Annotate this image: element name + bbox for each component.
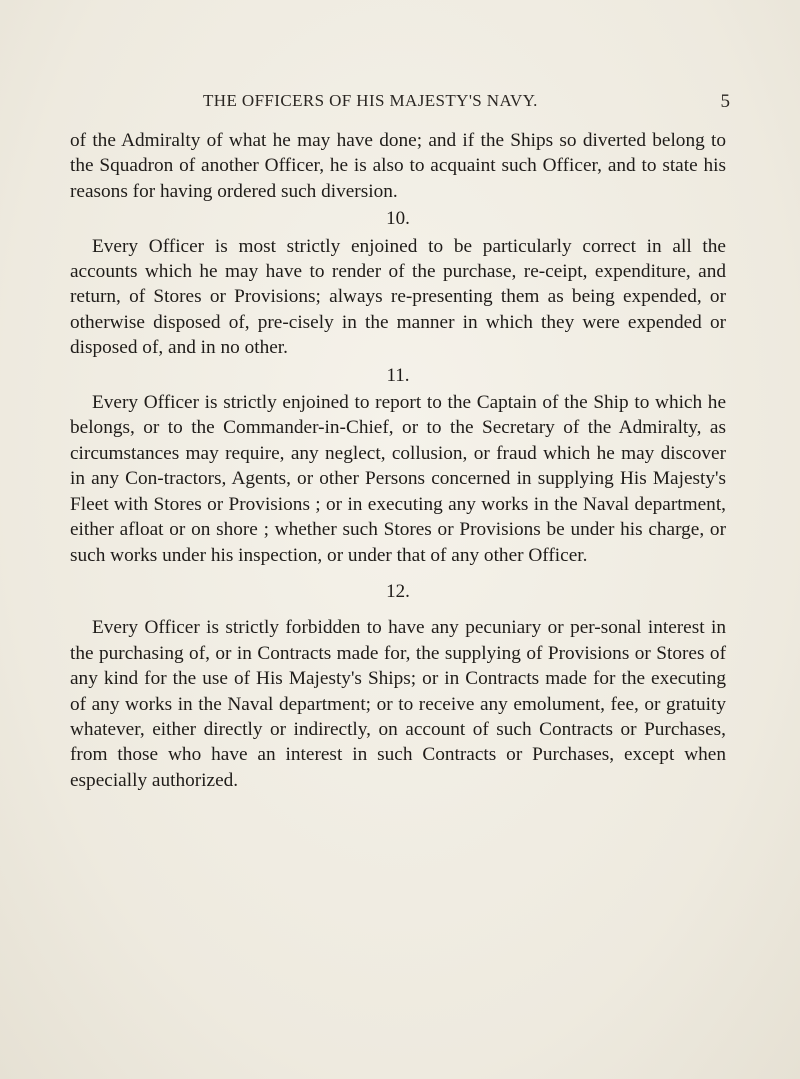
section-number-10: 10.	[386, 208, 410, 230]
page-body	[70, 128, 726, 793]
section-number-12: 12.	[386, 580, 410, 602]
page-number: 5	[720, 91, 730, 112]
page-header	[60, 91, 740, 117]
section-12-paragraph: Every Officer is strictly forbidden to have any pecuniary or per-sonal interest in the purchasing of, or in Contracts made for, the supplying of Provisions or Stores of any kind for the use of His Majesty's Ships; or in Contracts made for the executing of any works in the Naval department; or to receive any emolument, fee, or gratuity whatever, either directly or indirectly, on account of such Contracts or Purchases, from those who have an interest in such Contracts or Purchases, except when especially authorized.	[70, 617, 726, 791]
section-number-11: 11.	[386, 364, 410, 386]
running-head: THE OFFICERS OF HIS MAJESTY'S NAVY.	[203, 91, 538, 110]
section-10-paragraph: Every Officer is most strictly enjoined to be particularly correct in all the accounts which he may have to render of the purchase, re-ceipt, expenditure, and return, of Stores or Provisions; always re-presenting them as being expended, or otherwise disposed of, pre-cisely in the manner in which they were expended or disposed of, and in no other.	[70, 235, 726, 359]
continuation-paragraph: of the Admiralty of what he may have done; and if the Ships so diverted belong to the Squadron of another Officer, he is also to acquaint such Officer, and to state his reasons for having ordered such diversion.	[70, 130, 726, 202]
section-11-paragraph: Every Officer is strictly enjoined to report to the Captain of the Ship to which he belongs, or to the Commander-in-Chief, or to the Secretary of the Admiralty, as circumstances may require, any neglect, collusion, or fraud which he may discover in any Con-tractors, Agents, or other Persons concerned in supplying His Majesty's Fleet with Stores or Provisions ; or in executing any works in the Naval department, either afloat or on shore ; whether such Stores or Provisions be under his charge, or such works under his inspection, or under that of any other Officer.	[70, 392, 726, 566]
